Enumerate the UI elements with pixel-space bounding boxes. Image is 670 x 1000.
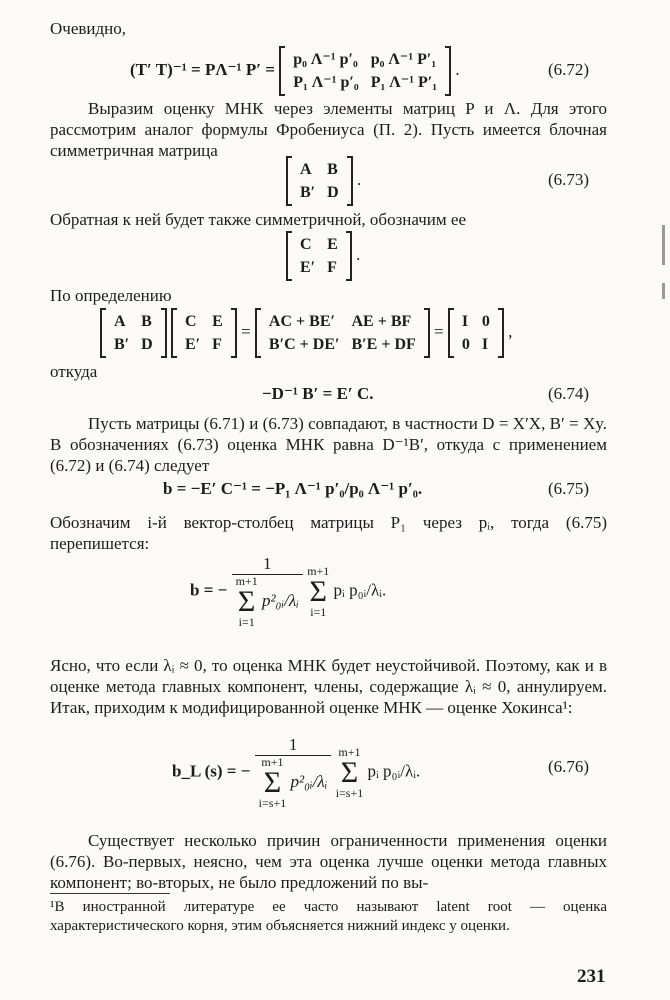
eq674-number: (6.74): [548, 384, 590, 403]
eq676-den-term: p²₀ᵢ/λᵢ: [290, 771, 328, 791]
footnote: ¹В иностранной литературе ее часто называют latent root — оценка характеристического корня, этим объясняется нижний индекс у оценки.: [50, 899, 607, 934]
equation-b: [190, 554, 386, 629]
eq676-den-sum-top: m+1: [261, 755, 284, 769]
eq676-denominator: [255, 756, 332, 810]
equation-inverse: [286, 231, 360, 281]
eq676-numerator: 1: [255, 735, 332, 756]
eqb-term: pᵢ p₀ᵢ/λᵢ.: [333, 580, 387, 600]
eqb-den-sum: [236, 575, 258, 629]
eq672-m12: p₀ Λ⁻¹ P′₁: [370, 51, 437, 68]
eq676-den-sum: [259, 756, 287, 810]
eq676-term: pᵢ p₀ᵢ/λᵢ.: [367, 761, 421, 781]
eqb-sum: [307, 565, 329, 619]
equation-definition: [100, 308, 512, 358]
eq676-den-sum-bot: i=s+1: [258, 796, 287, 810]
eq672-m21: P₁ Λ⁻¹ p′₀: [293, 74, 359, 91]
eqdef-m2c: E′: [184, 336, 201, 353]
eqb-den-sum-bot: i=1: [238, 615, 255, 629]
eqdef-m1d: D: [141, 336, 153, 353]
eqdef-m2d: F: [212, 336, 222, 353]
eq672-tail: .: [455, 59, 460, 79]
equation-6-73: [286, 156, 361, 206]
page-edge-mark-1: [662, 225, 665, 265]
eq672-matrix: [279, 46, 451, 96]
page-number: 231: [577, 966, 606, 987]
eqdef-i22: I: [481, 336, 489, 353]
text-obviously: Очевидно,: [50, 19, 126, 38]
equation-6-74: −D⁻¹ B′ = E′ C.: [262, 384, 374, 403]
eqb-denominator: [232, 575, 303, 629]
eqdef-matrix-1: [100, 308, 167, 358]
eq675-number: (6.75): [548, 479, 590, 498]
eqinv-tail: .: [356, 244, 361, 264]
eq673-matrix: [286, 156, 353, 206]
text-inverse: Обратная к ней будет также симметричной, обозначим ее: [50, 210, 466, 229]
eqinv-c: E′: [300, 259, 316, 276]
eqdef-m1b: B: [141, 313, 152, 330]
eqdef-r11: AC + BE′: [268, 313, 335, 330]
equation-6-72: [130, 46, 460, 96]
eq676-sum-bot: i=s+1: [335, 785, 364, 800]
eqb-den-term: p²₀ᵢ/λᵢ: [261, 590, 299, 610]
para-let-matrices: Пусть матрицы (6.71) и (6.73) совпадают, в частности D = X′X, B′ = Xy. В обозначениях (6.73) оценка МНК равна D⁻¹B′, откуда с применением (6.72) и (6.74) следует: [50, 414, 607, 475]
eqinv-matrix: [286, 231, 352, 281]
eqdef-matrix-identity: [448, 308, 504, 358]
eqdef-m2a: C: [184, 313, 197, 330]
eqb-den-sum-top: m+1: [235, 574, 258, 588]
page-edge-mark-2: [662, 283, 665, 299]
eqdef-i21: 0: [461, 336, 470, 353]
eqdef-tail: ,: [508, 321, 513, 341]
eqdef-i11: I: [461, 313, 469, 330]
eqb-fraction: [232, 554, 303, 629]
eq672-lhs: (T′ T)⁻¹ = PΛ⁻¹ P′ =: [130, 59, 275, 79]
eq676-fraction: [255, 735, 332, 810]
eq676-den-sigma: Σ: [263, 766, 282, 799]
eqdef-i12: 0: [481, 313, 490, 330]
eq673-tail: .: [356, 169, 362, 189]
eq676-sum-top: m+1: [338, 744, 361, 759]
footnote-rule: [50, 893, 170, 894]
eqb-den-sigma: Σ: [237, 585, 256, 618]
eqdef-m2b: E: [212, 313, 223, 330]
eqinv-d: F: [327, 259, 337, 276]
equation-6-76: [172, 735, 420, 810]
text-whence: откуда: [50, 362, 98, 381]
eqdef-eq-1: =: [241, 321, 251, 341]
eqb-sum-top: m+1: [307, 563, 330, 578]
para-denote: Обозначим i-й вектор-столбец матрицы P₁ через pᵢ, тогда (6.75) перепишется:: [50, 513, 607, 553]
eqdef-r12: AE + BF: [351, 313, 412, 330]
eqb-sigma: Σ: [309, 574, 327, 608]
eqinv-b: E: [327, 236, 338, 253]
para-reasons: Существует несколько причин ограниченности применения оценки (6.76). Во-первых, неясно, чем эта оценка лучше оценки метода главных компонент; во-вторых, не было предложений по вы-: [50, 831, 607, 892]
eqdef-m1a: A: [114, 313, 126, 330]
eq676-number: (6.76): [548, 757, 590, 776]
eq672-m22: P₁ Λ⁻¹ P′₁: [370, 74, 438, 91]
eq676-lhs: b_L (s) = −: [172, 761, 251, 781]
eq673-c: B′: [300, 184, 316, 201]
eq673-d: D: [327, 184, 339, 201]
eqdef-m1c: B′: [114, 336, 130, 353]
equation-6-75: b = −E′ C⁻¹ = −P₁ Λ⁻¹ p′₀/p₀ Λ⁻¹ p′₀.: [163, 479, 423, 498]
eqdef-r21: B′C + DE′: [268, 336, 340, 353]
eq672-number: (6.72): [548, 60, 590, 79]
eqb-lhs: b = −: [190, 580, 228, 600]
eqb-sum-bot: i=1: [310, 604, 327, 619]
eqdef-r22: B′E + DF: [351, 336, 416, 353]
eqdef-eq-2: =: [434, 321, 444, 341]
text-by-definition: По определению: [50, 286, 172, 305]
eqdef-matrix-2: [171, 308, 237, 358]
eqinv-a: C: [300, 236, 312, 253]
eq676-sigma: Σ: [340, 755, 359, 789]
eqdef-matrix-result: [255, 308, 430, 358]
para-express: Выразим оценку МНК через элементы матриц P и Λ. Для этого рассмотрим аналог формулы Фробениуса (П. 2). Пусть имеется блочная симметричная матрица: [50, 99, 607, 160]
eq672-m11: p₀ Λ⁻¹ p′₀: [293, 51, 358, 68]
eqb-numerator: 1: [232, 554, 303, 575]
para-clearly: Ясно, что если λᵢ ≈ 0, то оценка МНК будет неустойчивой. Поэтому, как и в оценке метода главных компонент, члены, содержащие λᵢ ≈ 0, аннулируем. Итак, приходим к модифицированной оценке МНК — оценке Хокинса¹:: [50, 656, 607, 717]
eq673-b: B: [327, 161, 338, 178]
eq673-number: (6.73): [548, 170, 590, 189]
eq673-a: A: [300, 161, 312, 178]
eq676-sum: [336, 746, 364, 800]
